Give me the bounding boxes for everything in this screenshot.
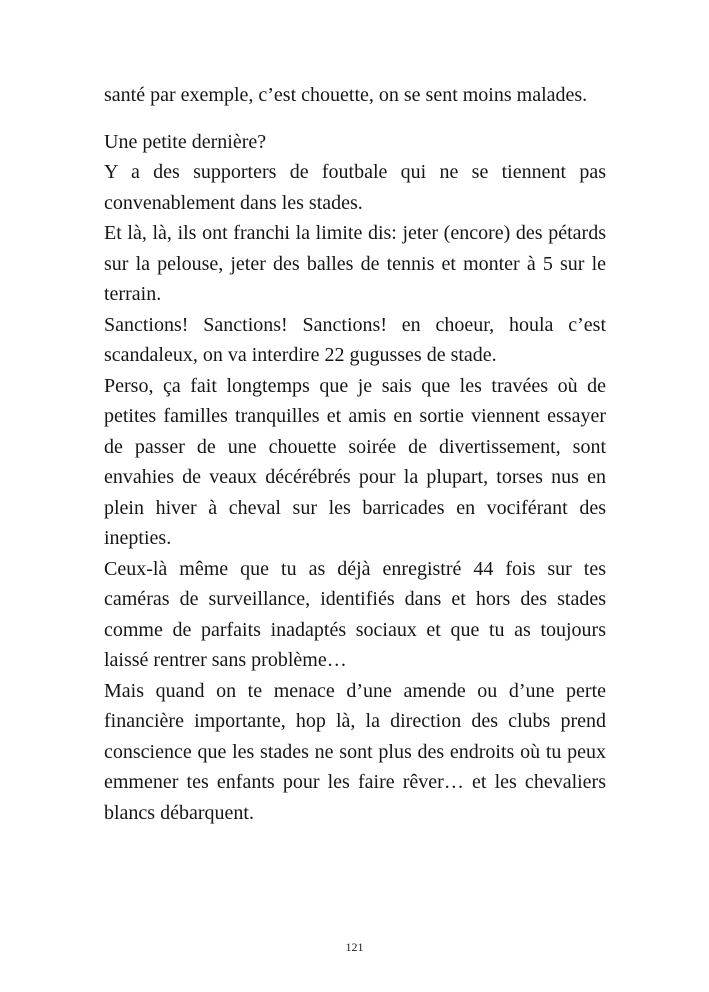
paragraph: Ceux-là même que tu as déjà enregistré 44 fois sur tes caméras de surveillance, identifiés dans et hors des stades comme de parfaits inadaptés sociaux et que tu as toujours laissé rentrer sans problème… <box>104 557 606 671</box>
paragraph-block <box>104 127 606 829</box>
paragraph: Sanctions! Sanctions! Sanctions! en choeur, houla c’est scandaleux, on va interdire 22 gugusses de stade. <box>104 313 606 366</box>
page-number: 121 <box>345 940 364 954</box>
paragraph: Y a des supporters de foutbale qui ne se tiennent pas convenablement dans les stades. <box>104 161 606 214</box>
paragraph-block <box>104 80 606 111</box>
text-block <box>104 80 606 828</box>
paragraph: Et là, là, ils ont franchi la limite dis: jeter (encore) des pétards sur la pelouse, jeter des balles de tennis et monter à 5 sur le terrain. <box>104 222 606 305</box>
paragraph: Mais quand on te menace d’une amende ou d’une perte financière importante, hop là, la direction des clubs prend conscience que les stades ne sont plus des endroits où tu peux emmener tes enfants pour les faire rêver… et les chevaliers blancs débarquent. <box>104 679 606 824</box>
paragraph: Perso, ça fait longtemps que je sais que les travées où de petites familles tranquilles et amis en sortie viennent essayer de passer de une chouette soirée de divertissement, sont envahies de veaux décérébrés pour la plupart, torses nus en plein hiver à cheval sur les barricades en vociférant des inepties. <box>104 374 606 549</box>
paragraph: Une petite dernière? <box>104 130 267 153</box>
paragraph: santé par exemple, c’est chouette, on se sent moins malades. <box>104 84 588 106</box>
